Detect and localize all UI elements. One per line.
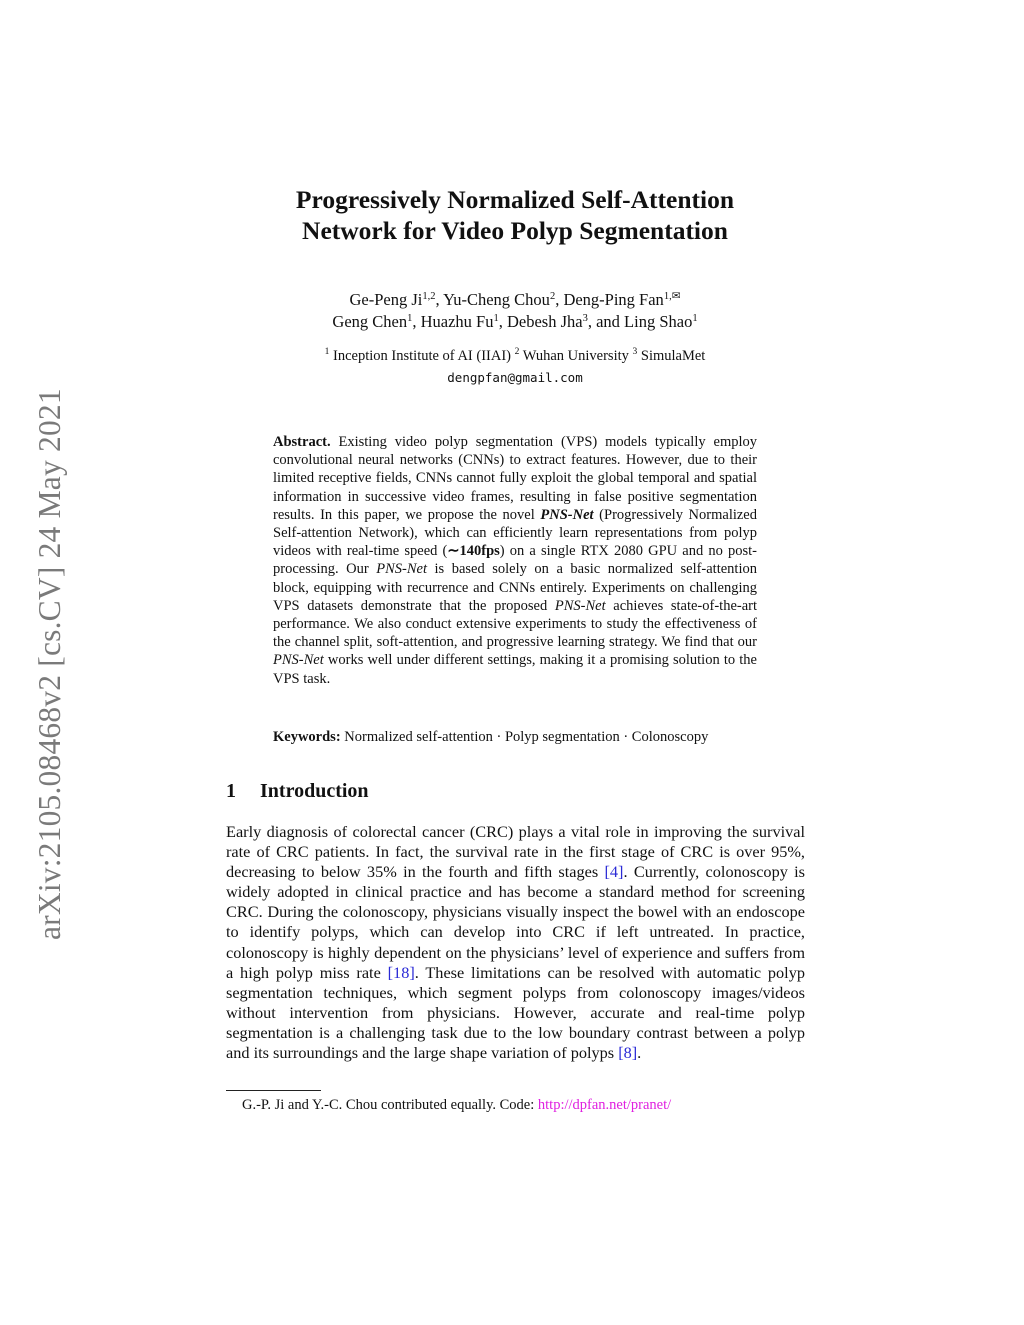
affiliation-name: Inception Institute of AI (IIAI) [329, 348, 515, 364]
section-title: Introduction [260, 780, 369, 802]
footnote [242, 1095, 802, 1115]
method-name-italic: PNS-Net [376, 561, 427, 578]
affiliation-mark: 3 [632, 347, 638, 357]
author-affiliation-mark: 1 [692, 313, 698, 324]
method-name-italic: PNS-Net [554, 597, 606, 614]
abstract-text: Existing video polyp segmentation (VPS) models typically employ convolutional neural networks (CNNs) to extract features. However, due to their limited receptive fields, CNNs cannot fully exploit the global temporal and spatial information in successive video frames, resulting in false positive segmentation results. In this paper, we propose the novel [273, 434, 757, 523]
paragraph-text: . Currently, colonoscopy is widely adopted in clinical practice and has become a standard method for screening CRC. During the colonoscopy, physicians visually inspect the bowel with an endoscope to identify polyps, which can develop into CRC if left untreated. In practice, colonoscopy is highly dependent on the physicians’ level of experience and suffers from a high polyp miss rate [226, 862, 805, 982]
author-affiliation-mark: 3 [582, 313, 588, 324]
author-affiliation-mark: 1 [493, 313, 499, 324]
author-affiliation-mark: 1 [407, 313, 413, 324]
affiliation-mark: 2 [514, 347, 520, 357]
arxiv-identifier-stamp: arXiv:2105.08468v2 [cs.CV] 24 May 2021 [32, 388, 67, 940]
author-name: , Deng-Ping Fan [555, 290, 664, 309]
abstract-label: Abstract. [273, 434, 331, 450]
method-name-italic: PNS-Net [273, 652, 324, 669]
author-line-1 [200, 289, 830, 311]
abstract-text: (Progressively Normalized Self-attention Network), which can efficiently learn representations from polyp videos with real-time speed ( [273, 506, 757, 560]
contact-email: dengpfan@gmail.com [447, 370, 583, 385]
footnote-text: G.-P. Ji and Y.-C. Chou contributed equally. Code: [242, 1097, 538, 1113]
citation-link[interactable]: [4] [604, 862, 624, 882]
abstract-text: achieves state-of-the-art performance. We also conduct extensive experiments to study the effectiveness of the channel split, soft-attention, and progressive learning strategy. We find that our [273, 597, 757, 651]
abstract-text: works well under different settings, making it a promising solution to the VPS task. [273, 652, 757, 687]
abstract-text: is based solely on a basic normalized self-attention block, equipping with recurrence and CNNs entirely. Experiments on challenging VPS datasets demonstrate that the proposed [273, 561, 757, 614]
keywords [273, 727, 813, 747]
author-name: , Huazhu Fu [412, 312, 494, 331]
paper-title [200, 184, 830, 246]
introduction-paragraph [226, 822, 805, 1063]
footnote-rule [226, 1090, 321, 1091]
citation-link[interactable]: [8] [618, 1043, 638, 1063]
affiliation-line [200, 346, 830, 367]
affiliation-mark: 1 [324, 347, 330, 357]
paragraph-text: Early diagnosis of colorectal cancer (CRC) plays a vital role in improving the survival rate of CRC patients. In fact, the survival rate in the first stage of CRC is over 95%, decreasing to below 35% in the fourth and fifth stages [226, 822, 805, 882]
title-line-1: Progressively Normalized Self-Attention [295, 185, 735, 214]
section-heading [226, 778, 369, 804]
affiliation-name: Wuhan University [519, 348, 633, 364]
keywords-label: Keywords: [273, 729, 341, 745]
author-name: , Yu-Cheng Chou [435, 290, 550, 309]
affiliations [200, 346, 830, 388]
author-name: Geng Chen [332, 312, 408, 331]
speed-highlight: ∼140fps [447, 543, 500, 560]
abstract-text: ) on a single RTX 2080 GPU and no post-processing. Our [273, 543, 757, 578]
author-name: , and Ling Shao [587, 312, 693, 331]
author-affiliation-mark: 1,✉ [663, 291, 681, 302]
title-line-2: Network for Video Polyp Segmentation [302, 216, 728, 245]
affiliation-name: SimulaMet [637, 348, 706, 364]
keywords-text: Normalized self-attention · Polyp segmentation · Colonoscopy [340, 729, 709, 745]
method-name-bold: PNS-Net [540, 506, 594, 523]
author-name: Ge-Peng Ji [349, 290, 423, 309]
author-name: , Debesh Jha [498, 312, 583, 331]
section-number: 1 [226, 780, 236, 802]
author-list [200, 289, 830, 333]
code-url-link[interactable]: http://dpfan.net/pranet/ [537, 1097, 672, 1113]
paragraph-text: . These limitations can be resolved with automatic polyp segmentation techniques, which segment polyps from colonoscopy images/videos without intervention from physicians. However, accurate and real-time polyp segmentation is a challenging task due to the low boundary contrast between a polyp and its surroundings and the large shape variation of polyps [226, 962, 805, 1063]
paragraph-text: . [637, 1043, 642, 1063]
abstract [273, 433, 757, 688]
author-affiliation-mark: 2 [549, 291, 556, 302]
author-affiliation-mark: 1,2 [422, 291, 436, 302]
author-line-2 [200, 311, 830, 333]
citation-link[interactable]: [18] [387, 962, 415, 982]
